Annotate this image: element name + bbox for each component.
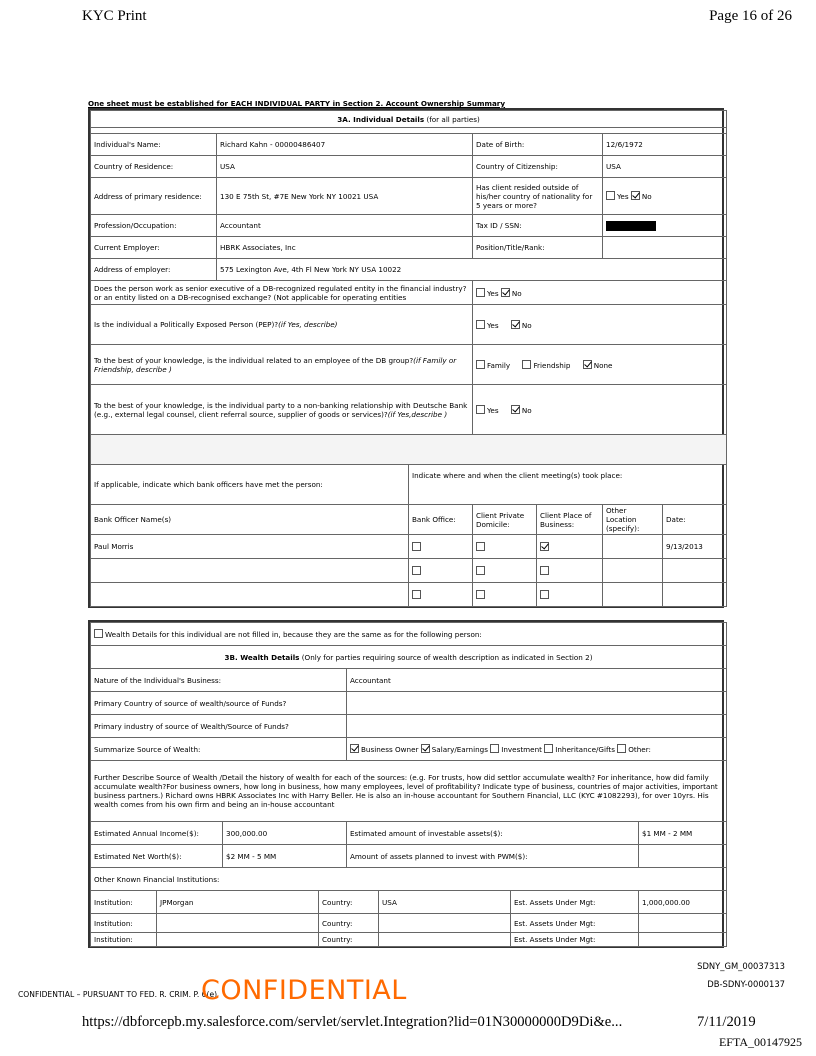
nonbank-yes-label: Yes xyxy=(487,405,499,415)
print-footer-date: 7/11/2019 xyxy=(697,1014,756,1030)
officer-row xyxy=(91,559,727,583)
residence-label: Country of Residence: xyxy=(91,156,217,178)
wealth-same-note-cell xyxy=(91,623,727,646)
officer-name xyxy=(91,583,409,607)
domicile-checkbox[interactable] xyxy=(476,566,485,575)
dob-value: 12/6/1972 xyxy=(603,134,727,156)
related-options xyxy=(473,345,727,385)
section-3a-subtitle: (for all parties) xyxy=(426,114,480,124)
bank-office-cell xyxy=(409,559,473,583)
section-3b-title xyxy=(91,646,727,669)
officer-row xyxy=(91,535,727,559)
inheritance-checkbox[interactable] xyxy=(544,744,553,753)
business-checkbox[interactable] xyxy=(540,542,549,551)
pep-no-label: No xyxy=(521,320,532,330)
other-location-cell xyxy=(603,583,663,607)
profession-value: Accountant xyxy=(217,215,473,237)
country-source-value xyxy=(347,692,727,715)
meeting-date xyxy=(663,559,727,583)
summary-options xyxy=(347,738,727,761)
pep-question xyxy=(91,305,473,345)
institution-label: Institution: xyxy=(91,891,157,914)
resided-no-checkbox[interactable] xyxy=(631,191,640,200)
nonbank-question xyxy=(91,385,473,435)
senior-exec-options xyxy=(473,281,727,305)
aum-label: Est. Assets Under Mgt: xyxy=(511,933,639,947)
blank-row xyxy=(91,435,727,465)
institution-row xyxy=(91,891,727,914)
business-cell xyxy=(537,535,603,559)
confidential-stamp: CONFIDENTIAL xyxy=(201,975,407,1006)
position-value xyxy=(603,237,727,259)
business-checkbox[interactable] xyxy=(540,590,549,599)
citizenship-label: Country of Citizenship: xyxy=(473,156,603,178)
institution-name xyxy=(157,933,319,947)
resided-outside-label: Has client resided outside of his/her country of nationality for 5 years or more? xyxy=(473,178,603,215)
wealth-same-checkbox[interactable] xyxy=(94,629,103,638)
name-label: Individual's Name: xyxy=(91,134,217,156)
address-label: Address of primary residence: xyxy=(91,178,217,215)
bank-office-cell xyxy=(409,535,473,559)
dob-label: Date of Birth: xyxy=(473,134,603,156)
domicile-cell xyxy=(473,559,537,583)
nonbank-no-label: No xyxy=(521,405,532,415)
institution-label: Institution: xyxy=(91,933,157,947)
business-checkbox[interactable] xyxy=(540,566,549,575)
col-client-business: Client Place of Business: xyxy=(537,505,603,535)
summary-label: Summarize Source of Wealth: xyxy=(91,738,347,761)
confidential-notice: CONFIDENTIAL – PURSUANT TO FED. R. CRIM. P. 6(e) xyxy=(18,990,218,999)
country-label: Country: xyxy=(319,914,379,933)
resided-yes-label: Yes xyxy=(617,192,629,201)
bank-office-cell xyxy=(409,583,473,607)
inheritance-label: Inheritance/Gifts xyxy=(555,745,615,754)
efta-number: EFTA_00147925 xyxy=(718,1035,802,1049)
related-none-checkbox[interactable] xyxy=(583,360,592,369)
investable-label: Estimated amount of investable assets($): xyxy=(347,822,639,845)
institution-name xyxy=(157,914,319,933)
domicile-cell xyxy=(473,535,537,559)
bank-office-checkbox[interactable] xyxy=(412,590,421,599)
officer-name: Paul Morris xyxy=(91,535,409,559)
bates-number-db: DB-SDNY-0000137 xyxy=(707,979,785,989)
other-location-cell xyxy=(603,535,663,559)
section-gap xyxy=(88,608,724,620)
related-none-label: None xyxy=(593,360,613,370)
residence-value: USA xyxy=(217,156,473,178)
col-officer-name: Bank Officer Name(s) xyxy=(91,505,409,535)
institution-row xyxy=(91,933,727,947)
pep-question-hint: (if Yes, describe) xyxy=(278,320,338,329)
related-friendship-checkbox[interactable] xyxy=(522,360,531,369)
section-3a-title xyxy=(91,111,727,128)
domicile-checkbox[interactable] xyxy=(476,542,485,551)
kyc-form xyxy=(88,99,724,948)
domicile-checkbox[interactable] xyxy=(476,590,485,599)
nonbank-question-hint: (if Yes,describe ) xyxy=(387,409,448,419)
institution-row xyxy=(91,914,727,933)
business-owner-checkbox[interactable] xyxy=(350,744,359,753)
salary-label: Salary/Earnings xyxy=(431,745,488,754)
redaction-bar xyxy=(606,221,656,231)
form-instruction: One sheet must be established for EACH INDIVIDUAL PARTY in Section 2. Account Ownership Summary xyxy=(88,99,506,108)
wealth-same-note: Wealth Details for this individual are not filled in, because they are the same as for the following person: xyxy=(105,630,482,639)
business-owner-label: Business Owner xyxy=(361,745,419,754)
related-family-label: Family xyxy=(487,360,511,370)
section-3b-heading: 3B. Wealth Details xyxy=(224,652,300,662)
address-value: 130 E 75th St, #7E New York NY 10021 USA xyxy=(217,178,473,215)
bank-office-checkbox[interactable] xyxy=(412,542,421,551)
country-label: Country: xyxy=(319,891,379,914)
senior-exec-question: Does the person work as senior executive of a DB-recognized regulated entity in the financial industry? or an entity listed on a DB-recognised exchange? (Not applicable for operating entities xyxy=(91,281,473,305)
senior-exec-no-checkbox[interactable] xyxy=(501,288,510,297)
income-label: Estimated Annual Income($): xyxy=(91,822,223,845)
taxid-label: Tax ID / SSN: xyxy=(473,215,603,237)
other-label: Other: xyxy=(628,745,651,754)
other-checkbox[interactable] xyxy=(617,744,626,753)
nature-label: Nature of the Individual's Business: xyxy=(91,669,347,692)
senior-exec-no-label: No xyxy=(511,288,522,298)
senior-exec-yes-checkbox[interactable] xyxy=(476,288,485,297)
profession-label: Profession/Occupation: xyxy=(91,215,217,237)
institution-country xyxy=(379,914,511,933)
domicile-cell xyxy=(473,583,537,607)
industry-source-value xyxy=(347,715,727,738)
employer-label: Current Employer: xyxy=(91,237,217,259)
related-friendship-label: Friendship xyxy=(533,360,571,370)
institution-aum xyxy=(639,914,727,933)
pep-no-checkbox[interactable] xyxy=(511,320,520,329)
networth-value: $2 MM - 5 MM xyxy=(223,845,347,868)
institution-country xyxy=(379,933,511,947)
planned-value xyxy=(639,845,727,868)
meeting-date: 9/13/2013 xyxy=(663,535,727,559)
business-cell xyxy=(537,583,603,607)
networth-label: Estimated Net Worth($): xyxy=(91,845,223,868)
income-value: 300,000.00 xyxy=(223,822,347,845)
country-label: Country: xyxy=(319,933,379,947)
section-3b xyxy=(88,620,724,948)
col-date: Date: xyxy=(663,505,727,535)
related-family-checkbox[interactable] xyxy=(476,360,485,369)
institution-country: USA xyxy=(379,891,511,914)
business-cell xyxy=(537,559,603,583)
aum-label: Est. Assets Under Mgt: xyxy=(511,891,639,914)
meeting-question: Indicate where and when the client meeting(s) took place: xyxy=(409,465,727,505)
col-bank-office: Bank Office: xyxy=(409,505,473,535)
col-other-location: Other Location (specify): xyxy=(603,505,663,535)
salary-checkbox[interactable] xyxy=(421,744,430,753)
aum-label: Est. Assets Under Mgt: xyxy=(511,914,639,933)
industry-source-label: Primary industry of source of Wealth/Source of Funds? xyxy=(91,715,347,738)
individual-details-table xyxy=(90,110,727,607)
pep-question-text: Is the individual a Politically Exposed Person (PEP)? xyxy=(94,320,279,329)
nonbank-options xyxy=(473,385,727,435)
planned-label: Amount of assets planned to invest with PWM($): xyxy=(347,845,639,868)
section-3a xyxy=(88,108,724,608)
other-location-cell xyxy=(603,559,663,583)
employer-address-value: 575 Lexington Ave, 4th Fl New York NY USA 10022 xyxy=(217,259,727,281)
col-client-domicile: Client Private Domicile: xyxy=(473,505,537,535)
institution-label: Institution: xyxy=(91,914,157,933)
name-value: Richard Kahn - 00000486407 xyxy=(217,134,473,156)
citizenship-value: USA xyxy=(603,156,727,178)
institution-aum: 1,000,000.00 xyxy=(639,891,727,914)
resided-yes-checkbox[interactable] xyxy=(606,191,615,200)
nonbank-question-text: To the best of your knowledge, is the individual party to a non-banking relationship with Deutsche Bank (e.g., external legal counsel, client referral source, supplier of goods or services)? xyxy=(94,400,468,419)
investable-value: $1 MM - 2 MM xyxy=(639,822,727,845)
related-question-hint: (if Family or Friendship, describe ) xyxy=(94,355,457,374)
related-question xyxy=(91,345,473,385)
bank-office-checkbox[interactable] xyxy=(412,566,421,575)
institution-aum xyxy=(639,933,727,947)
resided-no-label: No xyxy=(641,192,652,201)
print-header-title: KYC Print xyxy=(82,8,147,24)
employer-value: HBRK Associates, Inc xyxy=(217,237,473,259)
pep-yes-checkbox[interactable] xyxy=(476,320,485,329)
officer-row xyxy=(91,583,727,607)
employer-address-label: Address of employer: xyxy=(91,259,217,281)
position-label: Position/Title/Rank: xyxy=(473,237,603,259)
further-description: Further Describe Source of Wealth /Detail the history of wealth for each of the sources: (e.g. For trusts, how did settlor accumulate wealth? For inheritance, how did family accumulate wealth?For business owners, how long in business, how many employees, level of profitability? Indicate type of business, countries of major activities, important business partners.) Richard owns HBRK Associates Inc with Harry Beller. He is also an in-house accountant for Southern Financial, LLC (KYC #1082293), for over 10yrs. His wealth comes from his own firm and being an in-house accountant xyxy=(91,761,727,822)
pep-options xyxy=(473,305,727,345)
senior-exec-yes-label: Yes xyxy=(487,288,499,298)
nonbank-yes-checkbox[interactable] xyxy=(476,405,485,414)
pep-yes-label: Yes xyxy=(487,320,499,330)
wealth-details-table xyxy=(90,622,727,947)
country-source-label: Primary Country of source of wealth/source of Funds? xyxy=(91,692,347,715)
bates-number-sdny: SDNY_GM_00037313 xyxy=(697,961,785,971)
meeting-date xyxy=(663,583,727,607)
related-question-text: To the best of your knowledge, is the individual related to an employee of the DB group? xyxy=(94,355,414,365)
taxid-value xyxy=(603,215,727,237)
print-header-page-number: Page 16 of 26 xyxy=(709,8,792,24)
officers-question: If applicable, indicate which bank officers have met the person: xyxy=(91,465,409,505)
investment-label: Investment xyxy=(501,745,542,754)
officer-name xyxy=(91,559,409,583)
print-footer-url: https://dbforcepb.my.salesforce.com/servlet/servlet.Integration?lid=01N30000000D9Di&e... xyxy=(82,1014,623,1030)
nature-value: Accountant xyxy=(347,669,727,692)
section-3b-subtitle: (Only for parties requiring source of wealth description as indicated in Section 2) xyxy=(301,652,593,662)
section-3a-heading: 3A. Individual Details xyxy=(337,114,425,124)
nonbank-no-checkbox[interactable] xyxy=(511,405,520,414)
resided-outside-options xyxy=(603,178,727,215)
other-institutions-label: Other Known Financial Institutions: xyxy=(91,868,727,891)
investment-checkbox[interactable] xyxy=(490,744,499,753)
institution-name: JPMorgan xyxy=(157,891,319,914)
